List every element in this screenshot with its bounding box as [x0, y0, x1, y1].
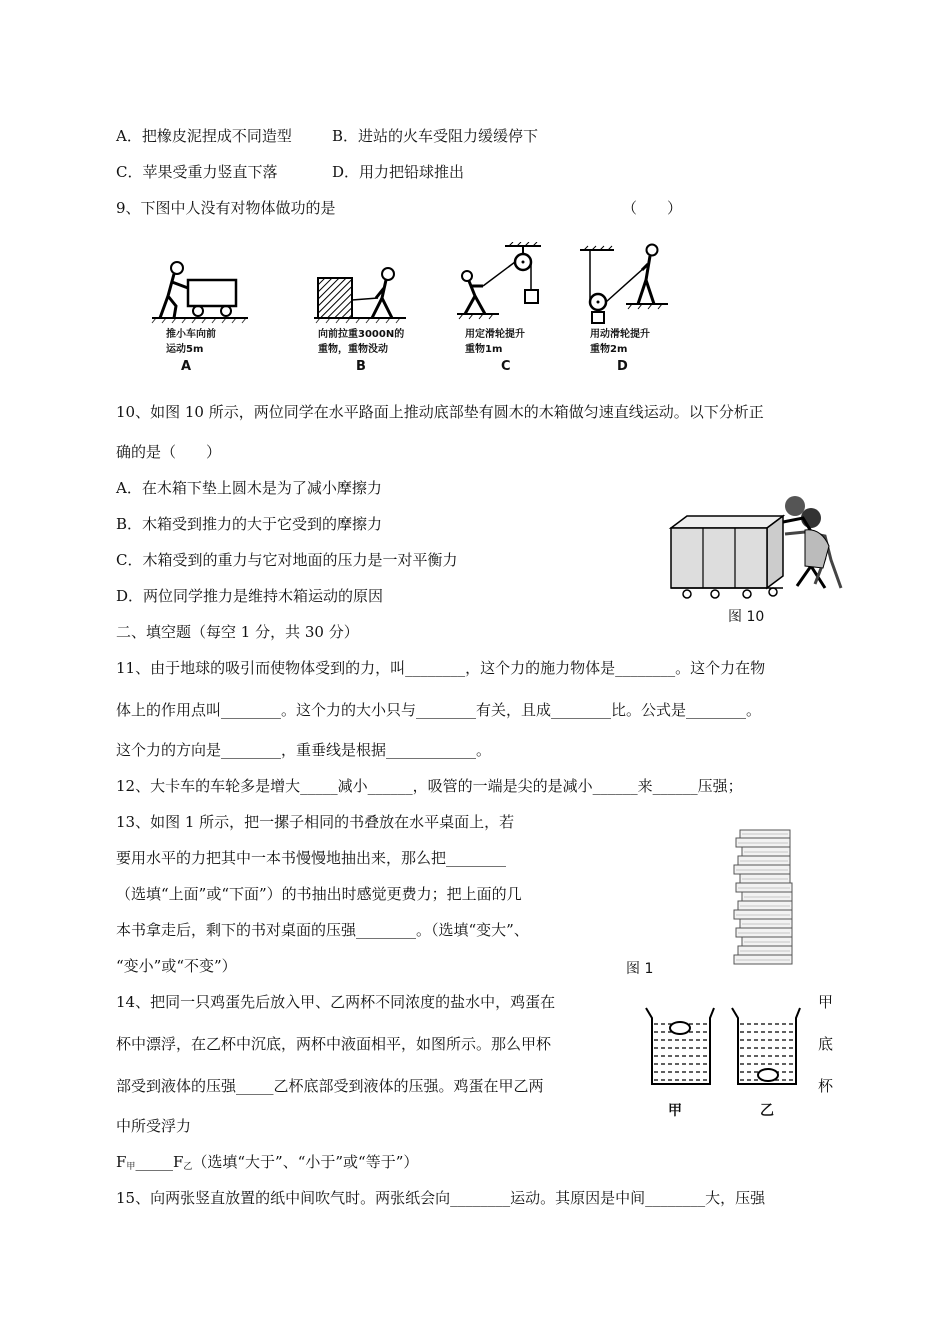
- figure-a-letter: A: [181, 359, 192, 374]
- force-subscript: 甲: [126, 1162, 136, 1172]
- q11-line: 体上的作用点叫________。这个力的大小只与________有关，且成________比。公式是________。: [116, 701, 762, 719]
- q14-line: 部受到液体的压强_____乙杯底部受到液体的压强。鸡蛋在甲乙两: [116, 1077, 544, 1095]
- fixed-pulley-figure: [455, 242, 545, 324]
- q11-line: 这个力的方向是________，重垂线是根据____________。: [116, 741, 492, 759]
- wooden-box-figure: [665, 488, 847, 606]
- q14-buoyancy-line: [116, 1152, 418, 1177]
- q13-line: （选填“上面”或“下面”）的书抽出时感觉更费力；把上面的几: [116, 885, 522, 903]
- choice-hint: （选填“大于”、“小于”或“等于”）: [192, 1153, 419, 1171]
- q12-line: 12、大卡车的车轮多是增大_____减小______，吸管的一端是尖的是减小______来______压强；: [116, 777, 743, 795]
- movable-pulley-figure: [578, 242, 670, 324]
- cup-label-yi: 乙: [760, 1103, 774, 1119]
- figure-c-letter: C: [501, 359, 511, 374]
- figure-c-caption: 用定滑轮提升: [465, 329, 525, 340]
- q13-line: 本书拿走后，剩下的书对桌面的压强________。（选填“变大”、: [116, 921, 529, 939]
- force-subscript: 乙: [183, 1162, 193, 1172]
- q8-option-b: B．进站的火车受阻力缓缓停下: [332, 127, 539, 145]
- blank-and-force: _____F: [135, 1153, 184, 1171]
- q14-line: 14、把同一只鸡蛋先后放入甲、乙两杯不同浓度的盐水中，鸡蛋在: [116, 993, 556, 1011]
- q10-stem: 10、如图 10 所示，两位同学在水平路面上推动底部垫有圆木的木箱做匀速直线运动。以下分析正: [116, 403, 764, 421]
- q14-line-tail: 甲: [818, 993, 834, 1011]
- q13-line: 13、如图 1 所示，把一摞子相同的书叠放在水平桌面上，若: [116, 813, 515, 831]
- figure-b-caption: 重物，重物没动: [318, 344, 388, 355]
- q14-line: 杯中漂浮，在乙杯中沉底，两杯中液面相平，如图所示。那么甲杯: [116, 1035, 552, 1053]
- pull-box-figure: [312, 262, 408, 324]
- q10-stem: 确的是（ ）: [116, 443, 222, 461]
- cup-label-jia: 甲: [668, 1103, 682, 1119]
- figure-c-caption: 重物1m: [465, 344, 503, 355]
- q13-line: 要用水平的力把其中一本书慢慢地抽出来，那么把________: [116, 849, 507, 867]
- figure-d-caption: 重物2m: [590, 344, 628, 355]
- section-2-title: 二、填空题（每空 1 分，共 30 分）: [116, 623, 359, 641]
- q9-answer-paren: （ ）: [622, 199, 683, 217]
- figure-1-label: 图 1: [626, 961, 654, 977]
- q15-line: 15、向两张竖直放置的纸中间吹气时。两张纸会向________运动。其原因是中间________大，压强: [116, 1189, 766, 1207]
- q8-option-a: A．把橡皮泥捏成不同造型: [116, 127, 292, 145]
- push-cart-figure: [150, 252, 250, 324]
- book-stack-figure: [726, 828, 802, 968]
- figure-a-caption: 推小车向前: [166, 329, 216, 340]
- q8-option-c: C．苹果受重力竖直下落: [116, 163, 278, 181]
- figure-10-label: 图 10: [728, 609, 765, 625]
- q13-line: “变小”或“不变”）: [116, 957, 237, 975]
- q9-stem: 9、下图中人没有对物体做功的是: [116, 199, 336, 217]
- figure-b-letter: B: [356, 359, 366, 374]
- figure-b-caption: 向前拉重3000N的: [318, 329, 405, 340]
- q11-line: 11、由于地球的吸引而使物体受到的力，叫________，这个力的施力物体是________。这个力在物: [116, 659, 766, 677]
- q10-option-c: C．木箱受到的重力与它对地面的压力是一对平衡力: [116, 551, 458, 569]
- figure-d-letter: D: [617, 359, 628, 374]
- q8-option-d: D．用力把铅球推出: [332, 163, 465, 181]
- force-symbol: F: [116, 1153, 127, 1171]
- figure-a-caption: 运动5m: [166, 344, 204, 355]
- q10-option-a: A．在木箱下垫上圆木是为了减小摩擦力: [116, 479, 382, 497]
- q14-line-tail: 底: [818, 1035, 834, 1053]
- q10-option-d: D．两位同学推力是维持木箱运动的原因: [116, 587, 384, 605]
- figure-d-caption: 用动滑轮提升: [590, 329, 650, 340]
- q14-line-tail: 杯: [818, 1077, 834, 1095]
- egg-cups-figure: [640, 1004, 810, 1088]
- q10-option-b: B．木箱受到推力的大于它受到的摩擦力: [116, 515, 383, 533]
- q14-line: 中所受浮力: [116, 1117, 192, 1135]
